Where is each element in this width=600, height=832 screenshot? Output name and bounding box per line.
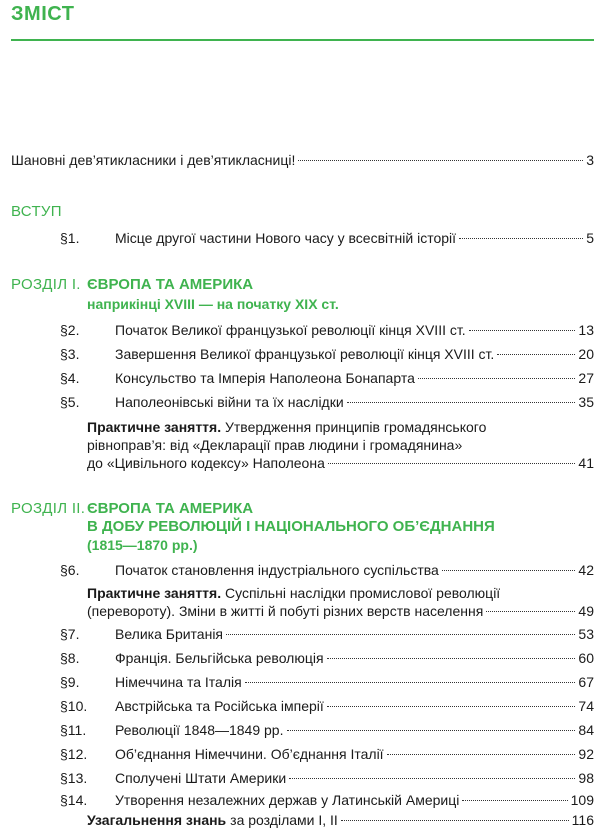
toc-entry-text: Утворення незалежних держав у Латинській Америці: [115, 792, 460, 808]
dot-leader: [462, 800, 567, 801]
toc-entry-page: 92: [578, 746, 594, 762]
toc-entry-page: 13: [578, 322, 594, 338]
toc-entry-page: 41: [578, 455, 594, 471]
toc-entry-page: 42: [578, 562, 594, 578]
dot-leader: [298, 160, 583, 161]
dot-leader: [497, 354, 575, 355]
toc-entry-page: 74: [578, 698, 594, 714]
toc-entry-number: §6.: [60, 562, 80, 578]
section-title-1-line1: ЄВРОПА ТА АМЕРИКА: [87, 276, 254, 293]
dot-leader: [327, 658, 576, 659]
toc-entry-text: Початок становлення індустріального суспільства: [115, 562, 439, 578]
section-label-vstup: ВСТУП: [11, 203, 62, 220]
practice-label: Практичне заняття.: [87, 419, 222, 435]
toc-entry[interactable]: [60, 230, 594, 247]
toc-entry-page: 53: [578, 626, 594, 642]
toc-entry-number: §3.: [60, 346, 80, 362]
title-rule: [11, 39, 594, 41]
dot-leader: [328, 463, 576, 464]
toc-entry-text: Революції 1848—1849 рр.: [115, 722, 284, 738]
practice-entry-1-line3[interactable]: [87, 455, 594, 472]
toc-entry-number: §2.: [60, 322, 80, 338]
section-title-2-line2: В ДОБУ РЕВОЛЮЦІЙ І НАЦІОНАЛЬНОГО ОБ’ЄДНАННЯ: [87, 518, 495, 535]
toc-entry-page: 84: [578, 722, 594, 738]
dot-leader: [226, 634, 575, 635]
toc-entry-text: Велика Британія: [115, 626, 224, 642]
toc-entry-text: Франція. Бельгійська революція: [115, 650, 324, 666]
toc-entry-number: §1.: [60, 230, 80, 246]
toc-entry-number: §14.: [60, 792, 88, 808]
toc-entry[interactable]: [60, 626, 594, 643]
toc-entry[interactable]: [60, 722, 594, 739]
toc-entry-page: 3: [586, 152, 594, 168]
toc-entry[interactable]: [60, 562, 594, 579]
toc-entry-page: 60: [578, 650, 594, 666]
toc-entry-text: Сполучені Штати Америки: [115, 770, 287, 786]
toc-entry-page: 27: [578, 370, 594, 386]
toc-entry[interactable]: [60, 394, 594, 411]
dot-leader: [287, 730, 576, 731]
dot-leader: [245, 682, 576, 683]
toc-entry-number: §5.: [60, 394, 80, 410]
practice-entry-1-line2: рівноправ’я: від «Декларації прав людини і громадянина»: [87, 437, 463, 453]
toc-entry[interactable]: [60, 370, 594, 387]
section-title-2-line1: ЄВРОПА ТА АМЕРИКА: [87, 500, 254, 517]
toc-entry-number: §8.: [60, 650, 80, 666]
page-title: ЗМІСТ: [11, 3, 75, 25]
summary-entry[interactable]: [87, 812, 594, 829]
practice-entry-1-line1[interactable]: [87, 419, 486, 436]
toc-entry[interactable]: [60, 770, 594, 787]
toc-entry-page: 116: [571, 812, 594, 828]
toc-entry-intro[interactable]: [11, 152, 594, 169]
practice-entry-2-line2[interactable]: [87, 603, 594, 620]
toc-entry-number: §10.: [60, 698, 88, 714]
toc-entry-number: §13.: [60, 770, 88, 786]
dot-leader: [341, 820, 569, 821]
dot-leader: [418, 378, 576, 379]
dot-leader: [347, 402, 576, 403]
toc-entry[interactable]: [60, 746, 594, 763]
toc-entry-text: Початок Великої французької революції кінця XVIII ст.: [115, 322, 466, 338]
toc-entry[interactable]: [60, 674, 594, 691]
practice-label: Практичне заняття.: [87, 585, 222, 601]
toc-entry[interactable]: [60, 346, 594, 363]
toc-entry-text: Наполеонівські війни та їх наслідки: [115, 394, 344, 410]
toc-entry-text: Завершення Великої французької революції кінця XVIII ст.: [115, 346, 495, 362]
toc-entry-page: 49: [578, 603, 594, 619]
toc-entry[interactable]: [60, 650, 594, 667]
toc-entry-text: Консульство та Імперія Наполеона Бонапарта: [115, 370, 415, 386]
toc-entry-number: §7.: [60, 626, 80, 642]
section-label-1: РОЗДІЛ І.: [11, 276, 81, 293]
section-label-2: РОЗДІЛ ІІ.: [11, 500, 86, 517]
toc-entry[interactable]: [60, 698, 594, 715]
dot-leader: [442, 570, 576, 571]
toc-entry-number: §11.: [60, 722, 87, 738]
toc-entry-page: 5: [586, 230, 594, 246]
toc-entry-text: Німеччина та Італія: [115, 674, 242, 690]
toc-entry[interactable]: [60, 792, 594, 809]
toc-entry-page: 98: [578, 770, 594, 786]
practice-text: (перевороту). Зміни в житті й побуті різних верств населення: [87, 603, 484, 619]
toc-entry-page: 35: [578, 394, 594, 410]
practice-entry-2-line1[interactable]: [87, 585, 500, 602]
toc-entry-number: §12.: [60, 746, 88, 762]
section-title-2-line3: (1815—1870 рр.): [87, 537, 198, 553]
practice-text: до «Цивільного кодексу» Наполеона: [87, 455, 325, 471]
toc-entry-text: Австрійська та Російська імперії: [115, 698, 324, 714]
section-title-1-line2: наприкінці XVIII — на початку XIX ст.: [87, 296, 339, 312]
toc-entry-page: 20: [578, 346, 594, 362]
dot-leader: [459, 238, 583, 239]
toc-entry-number: §9.: [60, 674, 80, 690]
toc-entry-text: Шановні дев’ятикласники і дев’ятикласниці!: [11, 152, 296, 168]
summary-text: за розділами І, ІІ: [230, 812, 338, 828]
toc-entry-text: Об’єднання Німеччини. Об’єднання Італії: [115, 746, 384, 762]
summary-label: Узагальнення знань: [87, 812, 227, 828]
dot-leader: [327, 706, 576, 707]
dot-leader: [469, 330, 576, 331]
dot-leader: [289, 778, 575, 779]
toc-entry-page: 109: [570, 792, 594, 808]
toc-entry-text: Місце другої частини Нового часу у всесвітній історії: [115, 230, 457, 246]
dot-leader: [486, 611, 575, 612]
practice-text: Суспільні наслідки промислової революції: [224, 585, 501, 601]
practice-text: Утвердження принципів громадянського: [224, 419, 487, 435]
dot-leader: [387, 754, 576, 755]
toc-entry-page: 67: [578, 674, 594, 690]
toc-entry[interactable]: [60, 322, 594, 339]
toc-entry-number: §4.: [60, 370, 80, 386]
